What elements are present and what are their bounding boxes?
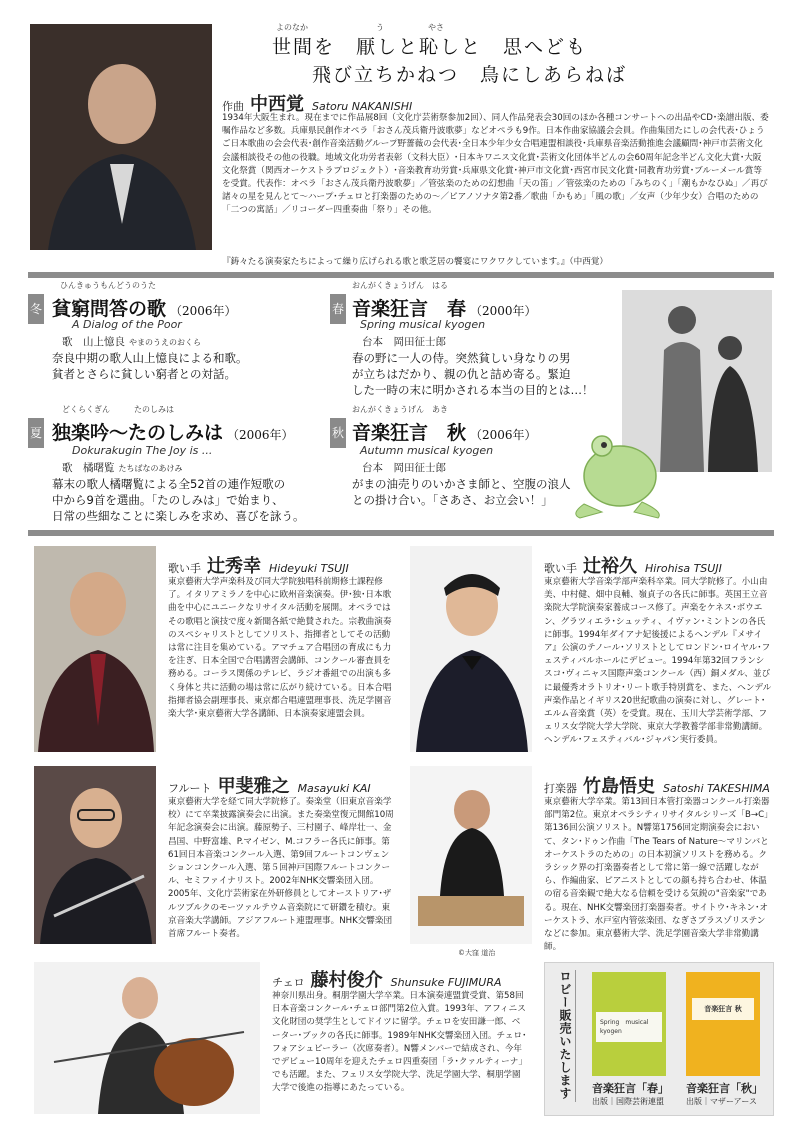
takeshima-satoshi-name: 竹島悟史: [583, 776, 655, 797]
book-spring-cover-text: Spring musical kyogen: [596, 1012, 662, 1042]
frog-icon: [562, 424, 672, 520]
tsuji-hideyuki-bio: 東京藝術大学声楽科及び同大学院独唱科前期修士課程修了。イタリアミラノを中心に欧州音楽演奏。伊･独･日本歌曲を中心にユニークなリサイタル活動を展開。オペラではその歌唱と演技で度々新聞各紙で絶賛された。宗教曲演奏のスペシャリストとしてソリスト、指揮者としてその活動は常に注目を集めている。アマチュア合唱団の育成にも力を注ぎ、日本全国で合唱講習会講師、コンクール審査員を務める。コーラス関係のテレビ、ラジオ番組での出演も多く身体と共に活動の場は常に広がり続けている。日本合唱指揮者協会副理事長、東京都合唱連盟理事長、洗足学園音楽大学･東京藝術大学各講師、日本演奏家連盟会員。: [168, 577, 392, 720]
sales-vertical-label: ロビー販売いたします: [558, 970, 572, 1100]
summer-desc-2: 中から9首を選曲。「たのしみは」で始まり、: [52, 493, 284, 507]
takeshima-satoshi-heading: [544, 772, 770, 798]
book-autumn-title: 音楽狂言「秋」: [686, 1082, 763, 1095]
composer-photo: [30, 24, 212, 250]
spring-title-text: 音楽狂言 春: [352, 298, 467, 320]
composer-name: 中西覚: [250, 94, 304, 115]
tsuji-hideyuki-name: 辻秀幸: [207, 556, 261, 577]
winter-credit-role: 歌: [62, 336, 73, 348]
poem-line-1: 世間を 厭しと恥しと 思へども: [272, 36, 588, 58]
winter-desc-1: 奈良中期の歌人山上憶良による和歌。: [52, 351, 248, 365]
winter-credit-ruby: やまのうえのおくら: [129, 338, 201, 347]
takeshima-photo-credit: ©大窪 道治: [458, 949, 496, 957]
takeshima-satoshi-portrait-icon: [410, 766, 532, 944]
spring-desc-1: 春の野に一人の侍。突然貧しい身なりの男: [352, 351, 571, 365]
summer-credit-name: 橘曙覧: [83, 462, 115, 474]
kai-masayuki-portrait-icon: [34, 766, 156, 944]
ruby-yononaka: よのなか: [276, 23, 308, 32]
summer-season-badge: 夏: [28, 418, 44, 448]
autumn-year: （2006年）: [470, 428, 537, 442]
tsuji-hirohisa-name: 辻裕久: [583, 556, 637, 577]
fujimura-shunsuke-photo: [34, 962, 260, 1114]
frog-illustration: [562, 424, 672, 520]
divider-band-middle: [28, 530, 774, 536]
spring-desc-2: が立ちはだかり、親の仇と詰め寄る。緊迫: [352, 367, 571, 381]
summer-desc-3: 日常の些細なことに楽しみを求め、喜びを詠う。: [52, 509, 305, 523]
summer-credit-ruby: たちばなのあけみ: [118, 464, 183, 473]
divider-band-top: [28, 272, 774, 278]
composer-quote: 『鋳々たる演奏家たちによって繰り広げられる歌と歌芝居の饗宴にワクワクしています。』（中西覚）: [222, 257, 609, 267]
autumn-title-text: 音楽狂言 秋: [352, 422, 467, 444]
spring-credit: [362, 334, 446, 349]
spring-credit-name: 岡田征士郎: [393, 336, 446, 348]
tsuji-hirohisa-role: 歌い手: [544, 562, 577, 575]
winter-credit-name: 山上憶良: [83, 336, 125, 348]
autumn-season-badge: 秋: [330, 418, 346, 448]
fujimura-shunsuke-name: 藤村俊介: [310, 970, 383, 991]
winter-year: （2006年）: [170, 304, 237, 318]
spring-year: （2000年）: [470, 304, 537, 318]
summer-credit-role: 歌: [62, 462, 73, 474]
book-autumn-cover: [686, 972, 760, 1076]
summer-title: [52, 418, 294, 445]
autumn-desc-2: との掛け合い。「さあさ、お立会い！」: [352, 493, 553, 507]
spring-season-badge: 春: [330, 294, 346, 324]
autumn-title: [352, 418, 537, 445]
autumn-credit-name: 岡田征士郎: [393, 462, 446, 474]
summer-credit: [62, 460, 183, 475]
summer-title-text: 独楽吟〜たのしみは: [52, 422, 224, 444]
kai-masayuki-photo: [34, 766, 156, 944]
ruby-yasa: やさ: [428, 23, 444, 32]
tsuji-hideyuki-heading: [168, 552, 349, 578]
composer-portrait-icon: [30, 24, 212, 250]
winter-credit: [62, 334, 201, 349]
autumn-english: Autumn musical kyogen: [360, 444, 494, 457]
sales-vertical-line: [575, 970, 576, 1102]
winter-title: [52, 294, 237, 321]
autumn-credit: [362, 460, 446, 475]
tsuji-hirohisa-photo: [410, 546, 532, 752]
tsuji-hirohisa-bio: 東京藝術大学音楽学部声楽科卒業。同大学院修了。小山由美、中村健、畑中良輔、嶺貞子の各氏に師事。英国王立音楽院大学院演奏家養成コース修了。声楽をケネス･ボウエン、グラツィエラ･シュッティ、イヴァン･ミントンの各氏に師事。1994年ダイアナ妃後援によるヘンデル『メサイア』公演のテノール･ソリストとしてロンドン･ロイヤル･フェスティバルホールにデビュー。1994年第32回フランシスコ･ヴィニャス国際声楽コンクール（西）銅メダル、並びに最優秀オラトリオ･リート歌手特別賞を、また、ヘンデル声楽作品とイギリス20世紀歌曲の演奏に対し、グレート･エルム音楽賞（英）を受賞。現在、玉川大学芸術学部、フェリス女学院大学大学院、東京大学教養学部非常勤講師。ヘンデル･フェスティバル･ジャパン実行委員。: [544, 577, 772, 746]
summer-english: Dokurakugin The Joy is ...: [72, 444, 213, 457]
autumn-ruby: おんがくきょうげん あき: [352, 405, 448, 414]
summer-year: （2006年）: [227, 428, 294, 442]
fujimura-shunsuke-role: チェロ: [272, 976, 305, 989]
winter-english: A Dialog of the Poor: [72, 318, 182, 331]
autumn-credit-role: 台本: [362, 462, 383, 474]
takeshima-satoshi-romaji: Satoshi TAKESHIMA: [663, 782, 770, 795]
book-spring-publisher: 出版｜国際芸術連盟: [592, 1097, 664, 1106]
takeshima-satoshi-photo: [410, 766, 532, 944]
takeshima-satoshi-bio: 東京藝術大学卒業。第13回日本管打楽器コンクール打楽器部門第2位。東京オペラシティリサイタルシリーズ「B→C」第136回公演ソリスト。N響第1756回定期演奏会において、タン･ドゥン作曲「The Tears of Nature〜マリンバとオーケストラのための」の日本初演ソリストを務める。クラシック界の打楽器奏者として常に第一線で活躍しながら、作編曲家、ピアニストとしての顔も持ち合わせ、体温の宿る音楽観で絶大なる信頼を受ける気鋭の"音楽家"である。現在、NHK交響楽団打楽器奏者。サイトウ･キネン･オーケストラ、水戸室内管弦楽団、なぎさブラスゾリステンなどに参加。東京藝術大学、洗足学園音楽大学非常勤講師。: [544, 797, 770, 953]
tsuji-hideyuki-romaji: Hideyuki TSUJI: [269, 562, 349, 575]
kai-masayuki-role: フルート: [168, 782, 212, 795]
kai-masayuki-heading: [168, 772, 371, 798]
composer-bio: 1934年大阪生まれ。現在までに作品展8回（文化庁芸術祭参加2回）、同人作品発表会30回のほか各種コンサートへの出品やCD･楽譜出版、委嘱作品など多数。兵庫県民創作オペラ「おさん茂兵衛丹波歌夢」などオペラも9作。日本作曲家協議会会員。作曲集団たにしの会代表･ひょうご日本歌曲の会会代表･創作音楽活動グループ野薔薇の会代表･全日本少年少女合唱連盟相談役･兵庫県音楽活動推進会議顧問･神戸市芸術文化会議相談役その他の役職。地域文化功労者表彰（文科大臣）･日本キワニス文化賞･芸術文化団体半どんの会60周年記念半どん文化大賞･大阪文化祭賞（関西オーケストラプロジェクト）･音楽教育功労賞･兵庫県文化賞･神戸市文化賞･西宮市民文化賞･同教育功労賞･ブルーメール賞等を受賞。代表作：オペラ「おさん茂兵衛丹波歌夢」／管弦楽のための幻想曲「天の笛」／管弦楽のための「みちのく」「潮もかなひぬ」／再び諸々の星を見んとて〜ハープ･チェロと打楽器のための〜／ピアノソナタ第2番／歌曲「かもめ」「風の歌」／女声（少年少女）合唱のための「二つの寓話」／リコーダー四重奏曲「祭り」その他。: [222, 113, 769, 216]
fujimura-shunsuke-romaji: Shunsuke FUJIMURA: [390, 976, 502, 989]
tsuji-hideyuki-portrait-icon: [34, 546, 156, 752]
spring-title: [352, 294, 537, 321]
fujimura-shunsuke-heading: [272, 966, 501, 992]
kai-masayuki-romaji: Masayuki KAI: [297, 782, 371, 795]
winter-desc-2: 貧者とさらに貧しい窮者との対話。: [52, 367, 236, 381]
book-autumn-publisher: 出版｜マザーアース: [686, 1097, 757, 1106]
spring-desc-3: した一時の末に明かされる本当の目的とは…！: [352, 383, 594, 397]
winter-title-text: 貧窮問答の歌: [52, 298, 167, 320]
fujimura-shunsuke-portrait-icon: [34, 962, 260, 1114]
tsuji-hideyuki-photo: [34, 546, 156, 752]
summer-ruby: どくらくぎん たのしみは: [62, 405, 174, 414]
winter-season-badge: 冬: [28, 294, 44, 324]
kai-masayuki-name: 甲斐雅之: [217, 776, 290, 797]
tsuji-hirohisa-romaji: Hirohisa TSUJI: [645, 562, 722, 575]
spring-english: Spring musical kyogen: [360, 318, 486, 331]
composer-romaji: Satoru NAKANISHI: [312, 100, 413, 113]
kai-masayuki-bio: 東京藝術大学を経て同大学院修了。奏楽堂（旧東京音楽学校）にて卒業披露演奏会に出演。また奏楽堂復元開館10周年記念演奏会に出演。藤原勢子、三村園子、峰岸壮一、金昌国、中野富雄、P.マイゼン、M.コフラー各氏に師事。第61回日本音楽コンクール入選、第9回フルートコンヴェンションコンクール入選、第５回神戸国際フルートコンクール、セミファイナリスト。2002年NHK交響楽団入団。2005年、文化庁芸術家在外研修員としてオーストリア･ザルツブルクのモーツァルテウム音楽院にて研鑽を積む。東京音楽大学講師。アジアフルート連盟理事。NHK交響楽団首席フルート奏者。: [168, 797, 394, 940]
spring-credit-role: 台本: [362, 336, 383, 348]
summer-desc-1: 幕末の歌人橘曙覧による全52首の連作短歌の: [52, 477, 286, 491]
book-autumn-cover-text: 音楽狂言 秋: [692, 998, 754, 1020]
tsuji-hirohisa-heading: [544, 552, 722, 578]
tsuji-hideyuki-role: 歌い手: [168, 562, 201, 575]
fujimura-shunsuke-bio: 神奈川県出身。桐朋学園大学卒業。日本演奏連盟賞受賞、第58回日本音楽コンクール･チェロ部門第2位入賞。1993年、アフィニス文化財団の奨学生としてドイツに留学。チェロを安田謙一郎、ベーター･ブックの各氏に師事。1989年NHK交響楽団入団。チェロ･フォアシュピーラー（次席奏者）。N響メンバーで結成され、今年でデビュー10周年を迎えたチェロ四重奏団「ラ･クァルティーナ」でも活躍。また、フェリス女学院大学、洗足学園大学、桐朋学園大学で後進の指導にあたっている。: [272, 991, 527, 1094]
book-spring-cover: [592, 972, 666, 1076]
autumn-desc-1: がまの油売りのいかさま師と、空腹の浪人: [352, 477, 571, 491]
spring-ruby: おんがくきょうげん はる: [352, 281, 448, 290]
takeshima-satoshi-role: 打楽器: [544, 782, 577, 795]
tsuji-hirohisa-portrait-icon: [410, 546, 532, 752]
ruby-u: う: [376, 23, 384, 32]
book-spring-title: 音楽狂言「春」: [592, 1082, 669, 1095]
winter-ruby: ひんきゅうもんどうのうた: [60, 281, 156, 290]
poem-line-2: 飛び立ちかねつ 鳥にしあらねば: [312, 64, 628, 86]
composer-role: 作曲: [222, 100, 244, 113]
